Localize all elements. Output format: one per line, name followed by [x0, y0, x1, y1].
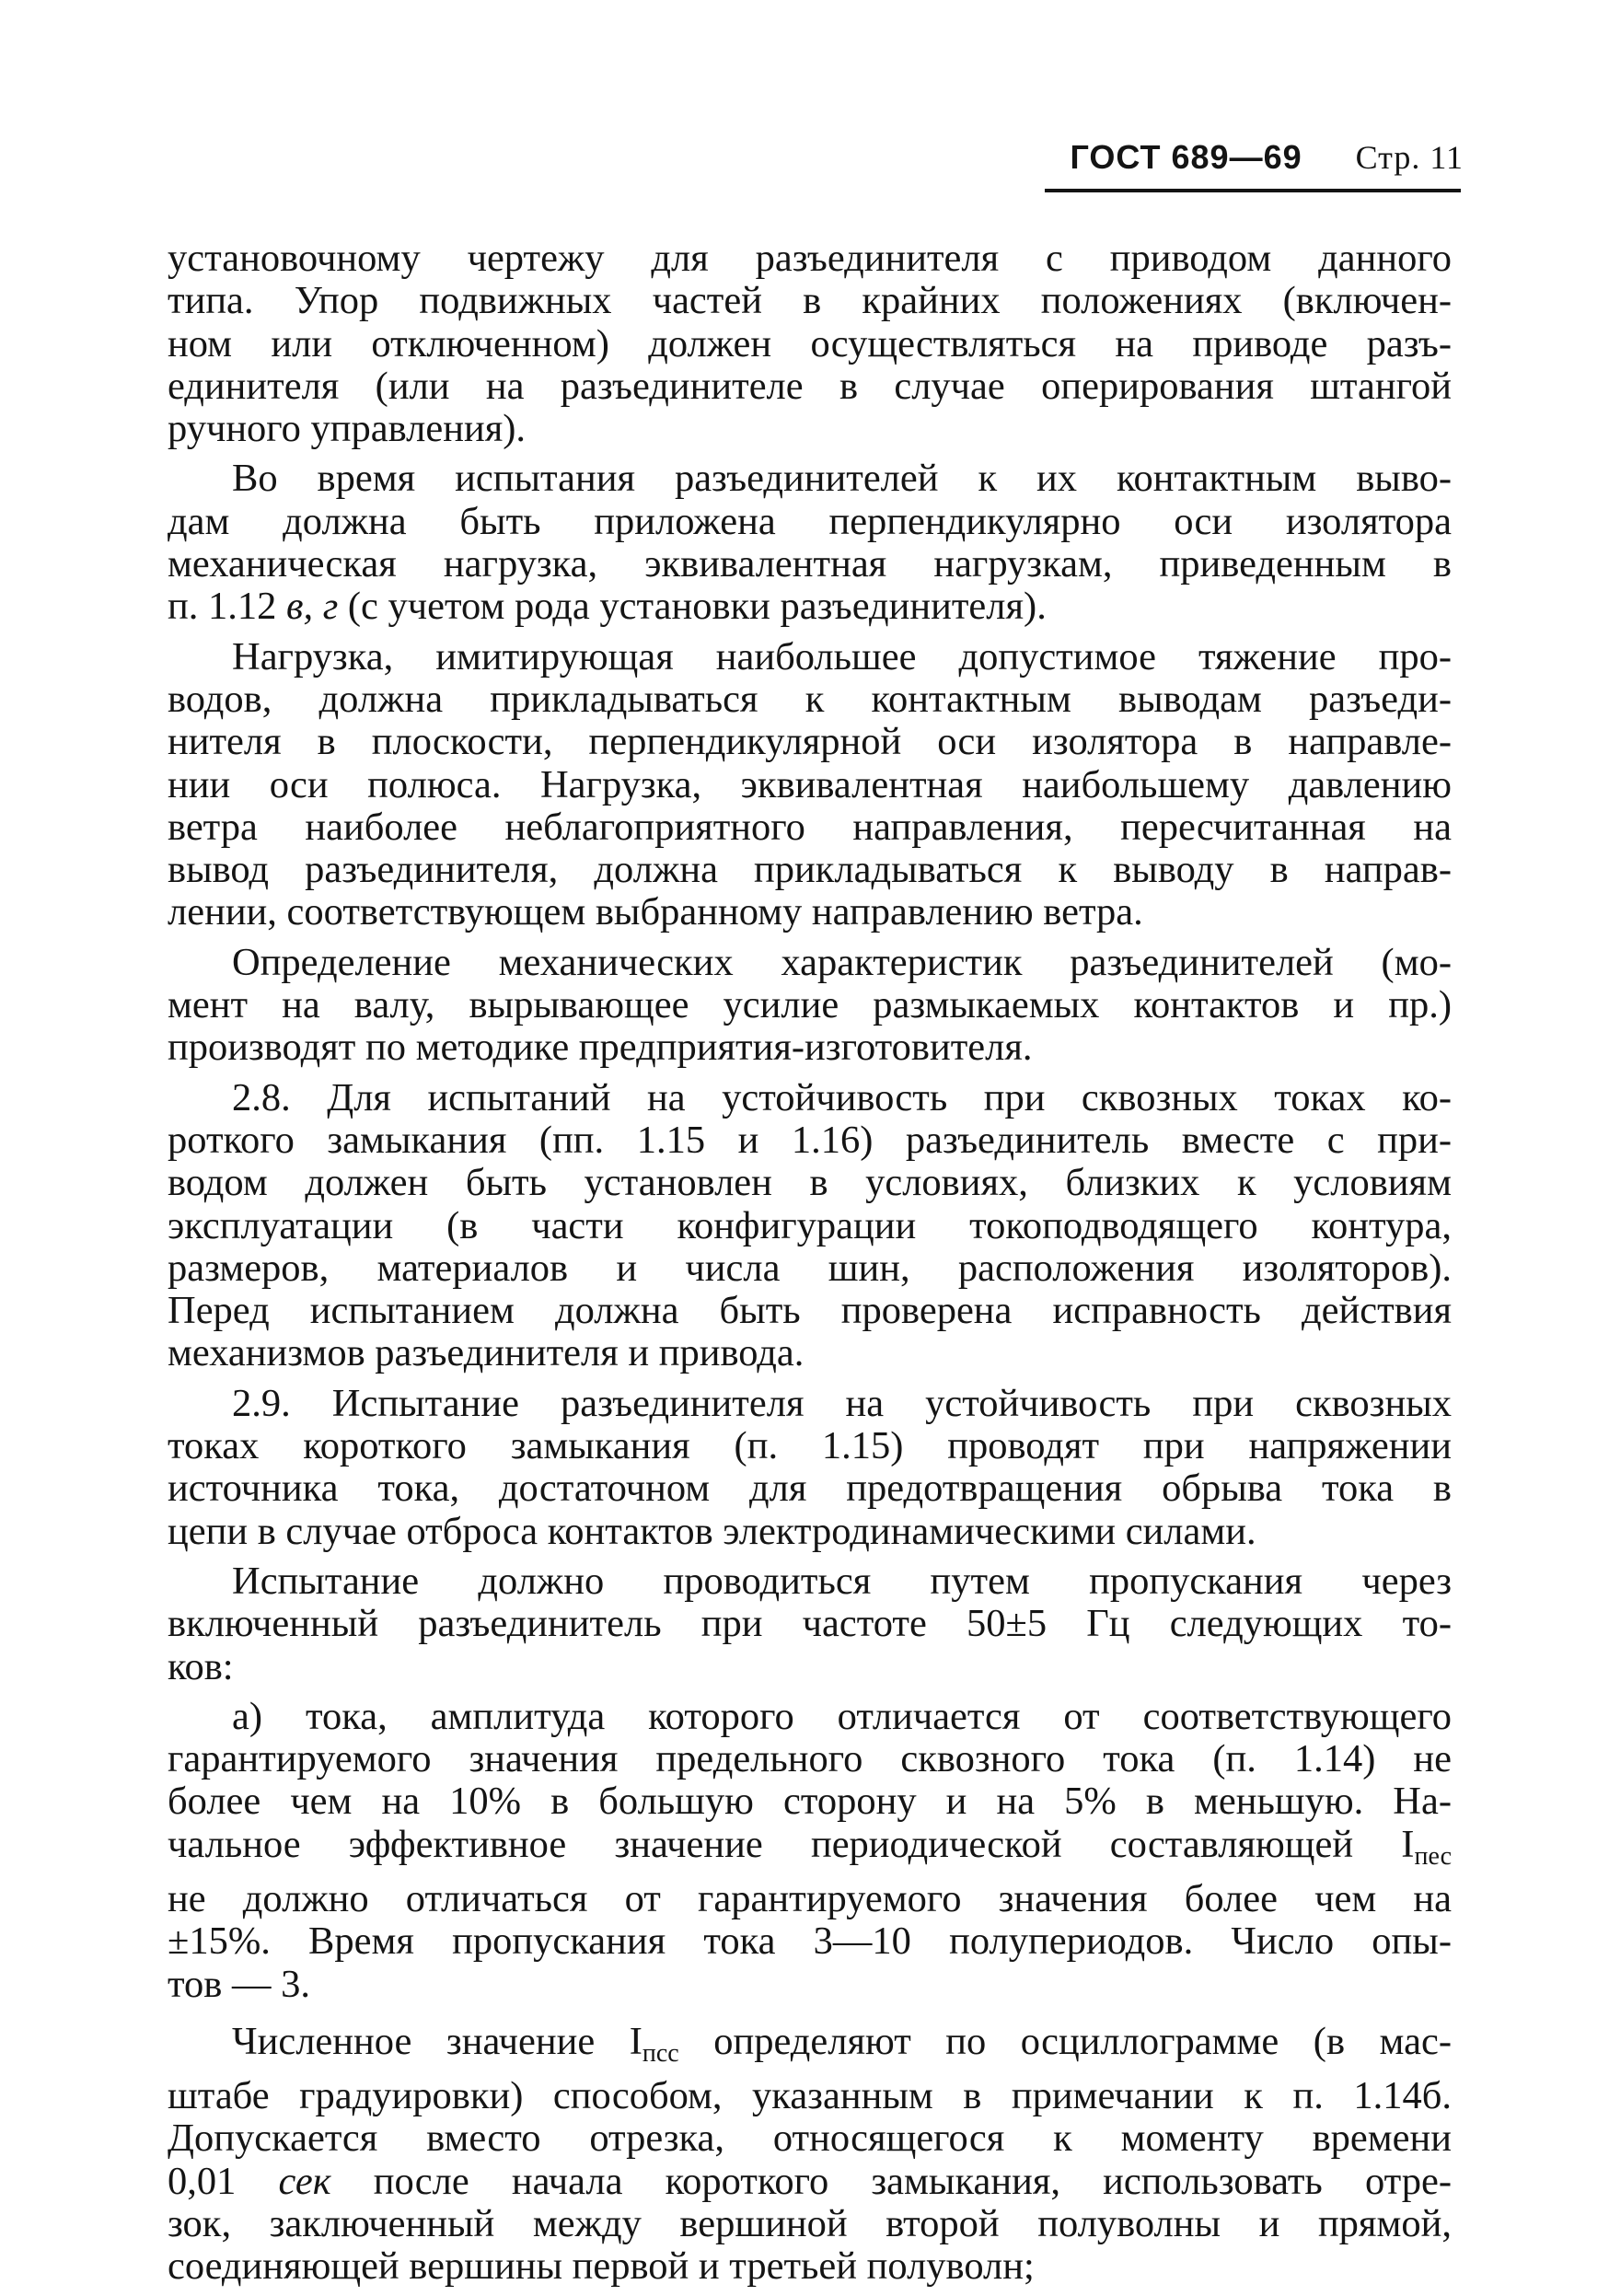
- text-line: водов, должна прикладываться к контактным выводам разъеди-: [168, 677, 1452, 721]
- text-fragment: Численное значение I: [232, 2019, 642, 2063]
- text-fragment: после начала короткого замыкания, использовать отре-: [330, 2159, 1452, 2203]
- text-line: соединяющей вершины первой и третьей полуволн;: [168, 2244, 1035, 2289]
- text-line: нителя в плоскости, перпендикулярной оси изолятора в направле-: [168, 720, 1452, 764]
- text-line-with-subscript: [168, 2021, 1452, 2075]
- text-line: роткого замыкания (пп. 1.15 и 1.16) разъединитель вместе с при-: [168, 1118, 1452, 1162]
- text-line: единителя (или на разъединителе в случае оперирования штангой: [168, 364, 1452, 408]
- text-line: токах короткого замыкания (п. 1.15) проводят при напряжении: [168, 1424, 1452, 1468]
- text-line: цепи в случае отброса контактов электродинамическими силами.: [168, 1509, 1256, 1553]
- page-header: [1070, 138, 1464, 177]
- standard-number: ГОСТ 689—69: [1070, 138, 1302, 176]
- list-item-a: [168, 1696, 1452, 2006]
- text-line: Перед испытанием должна быть проверена исправность действия: [168, 1289, 1452, 1333]
- text-line: Допускается вместо отрезка, относящегося к моменту времени: [168, 2116, 1452, 2161]
- text-line: установочному чертежу для разъединителя с приводом данного: [168, 237, 1452, 280]
- paragraph-2-9: [168, 1383, 1452, 1553]
- text-line-with-italic: [168, 2161, 1452, 2203]
- paragraph: [168, 238, 1452, 450]
- text-fragment: определяют по осциллограмме (в мас-: [678, 2019, 1453, 2063]
- italic-fragment: в, г: [286, 585, 339, 629]
- text-line: источника тока, достаточном для предотвращения обрыва тока в: [168, 1467, 1452, 1511]
- text-line: тов — 3.: [168, 1962, 310, 2006]
- text-line: лении, соответствующем выбранному направлению ветра.: [168, 890, 1143, 934]
- text-line: Нагрузка, имитирующая наибольшее допустимое тяжение про-: [232, 634, 1452, 678]
- subscript: псс: [642, 2038, 679, 2068]
- text-line: ном или отключенном) должен осуществляться на приводе разъ-: [168, 321, 1452, 365]
- text-line: включенный разъединитель при частоте 50±5 Гц следующих то-: [168, 1602, 1452, 1646]
- text-line: размеров, материалов и числа шин, расположения изоляторов).: [168, 1246, 1452, 1290]
- text-line: нии оси полюса. Нагрузка, эквивалентная наибольшему давлению: [168, 762, 1452, 806]
- text-fragment: 0,01: [168, 2159, 279, 2203]
- paragraph: [168, 2021, 1452, 2289]
- subscript: пес: [1414, 1841, 1452, 1871]
- text-line: эксплуатации (в части конфигурации токоподводящего контура,: [168, 1203, 1452, 1247]
- text-line: ±15%. Время пропускания тока 3—10 полупериодов. Число опы-: [168, 1919, 1452, 1964]
- text-line: более чем на 10% в большую сторону и на 5% в меньшую. На-: [168, 1780, 1452, 1824]
- paragraph: [168, 458, 1452, 628]
- text-line: ручного управления).: [168, 407, 527, 451]
- text-line: Во время испытания разъединителей к их контактным выво-: [232, 457, 1452, 501]
- text-line: Определение механических характеристик разъединителей (мо-: [232, 940, 1452, 984]
- text-line-with-italic: [168, 586, 1452, 628]
- text-line: гарантируемого значения предельного сквозного тока (п. 1.14) не: [168, 1737, 1452, 1781]
- paragraph: [168, 1560, 1452, 1688]
- text-line: 2.8. Для испытаний на устойчивость при сквозных токах ко-: [232, 1075, 1452, 1119]
- text-line: вывод разъединителя, должна прикладываться к выводу в направ-: [168, 848, 1452, 892]
- paragraph: [168, 942, 1452, 1070]
- text-line: Испытание должно проводиться путем пропускания через: [232, 1559, 1452, 1603]
- header-rule: [1045, 189, 1461, 192]
- page-number: Стр. 11: [1355, 139, 1464, 176]
- text-line: а) тока, амплитуда которого отличается от соответствующего: [232, 1694, 1452, 1738]
- text-line: механизмов разъединителя и привода.: [168, 1331, 804, 1375]
- text-line: механическая нагрузка, эквивалентная нагрузкам, приведенным в: [168, 542, 1452, 586]
- text-fragment: п. 1.12: [168, 585, 286, 629]
- text-line: штабе градуировки) способом, указанным в примечании к п. 1.14б.: [168, 2074, 1452, 2118]
- text-line: типа. Упор подвижных частей в крайних положениях (включен-: [168, 279, 1452, 323]
- text-line: не должно отличаться от гарантируемого значения более чем на: [168, 1876, 1452, 1920]
- text-line: ветра наиболее неблагоприятного направления, пересчитанная на: [168, 805, 1452, 849]
- text-line: производят по методике предприятия-изготовителя.: [168, 1026, 1033, 1070]
- text-line: ков:: [168, 1644, 234, 1688]
- text-line-with-subscript: [168, 1824, 1452, 1878]
- paragraph-2-8: [168, 1077, 1452, 1375]
- italic-fragment: сек: [278, 2159, 331, 2203]
- text-fragment: чальное эффективное значение периодической составляющей I: [168, 1822, 1415, 1866]
- text-fragment: (с учетом рода установки разъединителя).: [338, 585, 1047, 629]
- text-line: 2.9. Испытание разъединителя на устойчивость при сквозных: [232, 1381, 1452, 1425]
- text-line: дам должна быть приложена перпендикулярно оси изолятора: [168, 499, 1452, 543]
- body-text: [168, 238, 1452, 2296]
- paragraph: [168, 636, 1452, 934]
- text-line: водом должен быть установлен в условиях, близких к условиям: [168, 1161, 1452, 1205]
- text-line: зок, заключенный между вершиной второй полуволны и прямой,: [168, 2202, 1452, 2246]
- text-line: мент на валу, вырывающее усилие размыкаемых контактов и пр.): [168, 983, 1452, 1027]
